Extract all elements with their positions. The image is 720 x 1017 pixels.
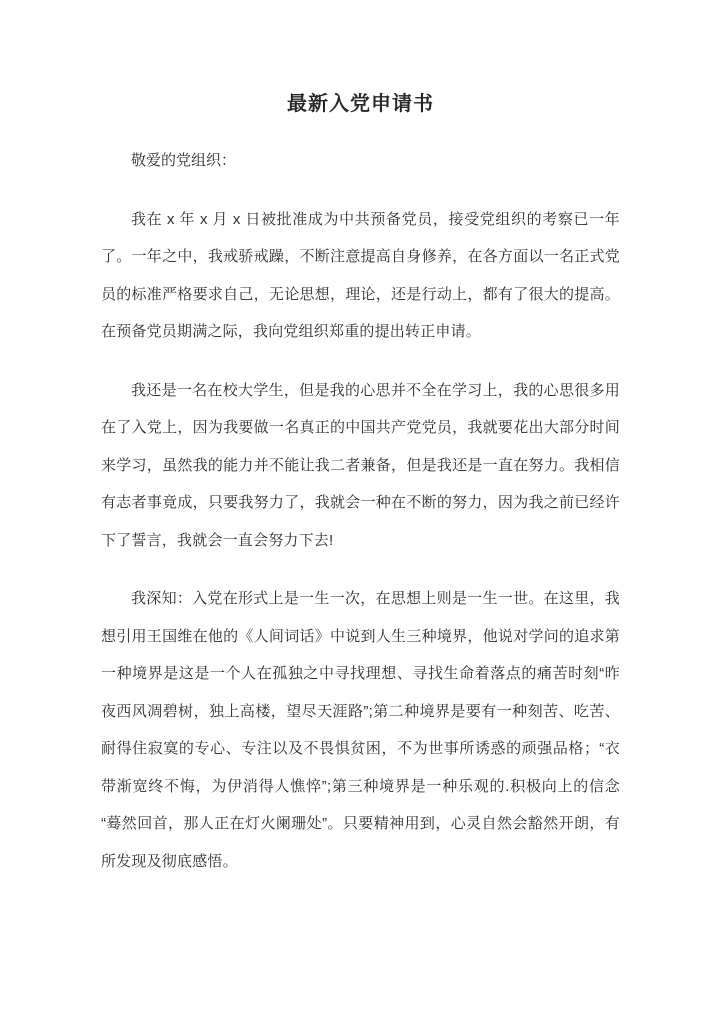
salutation: 敬爱的党组织： (131, 152, 237, 169)
document-title: 最新入党申请书 (287, 93, 434, 115)
paragraph-student-effort: 我还是一名在校大学生，但是我的心思并不全在学习上，我的心思很多用在了入党上，因为我要做一名真正的中国共产党党员，我就要花出大部分时间来学习，虽然我的能力并不能让我二者兼备，但是我还是一直在努力。我相信有志者事竟成，只要我努力了，我就会一种在不断的努力，因为我之前已经许下了誓言，我就会一直会努力下去! (101, 381, 620, 549)
paragraph-three-realms: 我深知：入党在形式上是一生一次，在思想上则是一生一世。在这里，我想引用王国维在他的《人间词话》中说到人生三种境界，他说对学问的追求第一种境界是这是一个人在孤独之中寻找理想、寻找生命着落点的痛苦时刻“昨夜西风凋碧树，独上高楼，望尽天涯路”;第二种境界是要有一种刻苦、吃苦、耐得住寂寞的专心、专注以及不畏惧贫困，不为世事所诱惑的顽强品格；“衣带渐宽终不悔，为伊消得人憔悴”;第三种境界是一种乐观的.积极向上的信念“蓦然回首，那人正在灯火阑珊处”。只要精神用到，心灵自然会豁然开朗，有所发现及彻底感悟。 (101, 590, 620, 870)
paragraph-probation-review: 我在 x 年 x 月 x 日被批准成为中共预备党员，接受党组织的考察已一年了。一年之中，我戒骄戒躁，不断注意提高自身修养，在各方面以一名正式党员的标准严格要求自己，无论思想，理论，还是行动上，都有了很大的提高。在预备党员期满之际，我向党组织郑重的提出转正申请。 (101, 210, 620, 340)
